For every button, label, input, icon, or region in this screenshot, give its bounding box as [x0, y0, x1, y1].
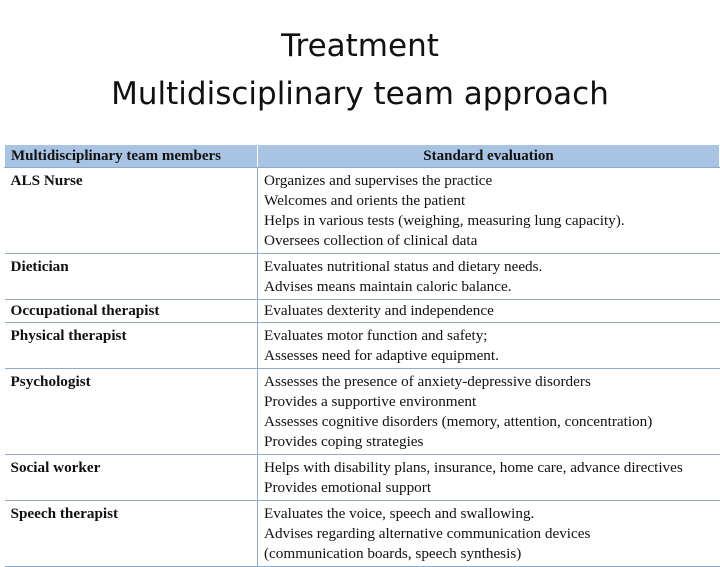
evaluation-line: Provides emotional support	[264, 479, 432, 496]
evaluation-line: Helps in various tests (weighing, measuring lung capacity).	[264, 212, 625, 229]
row-evaluation	[258, 168, 720, 254]
table-row	[5, 501, 720, 567]
table-row	[5, 254, 720, 300]
team-table	[4, 144, 720, 567]
row-member: Speech therapist	[5, 501, 258, 567]
evaluation-line: Assesses cognitive disorders (memory, attention, concentration)	[264, 413, 653, 430]
row-member: Physical therapist	[5, 323, 258, 369]
table-row	[5, 455, 720, 501]
evaluation-line: Evaluates motor function and safety;	[264, 327, 488, 344]
row-member: Dietician	[5, 254, 258, 300]
row-evaluation	[258, 369, 720, 455]
table-row	[5, 369, 720, 455]
row-member: Psychologist	[5, 369, 258, 455]
row-evaluation	[258, 323, 720, 369]
row-evaluation	[258, 455, 720, 501]
evaluation-line: Oversees collection of clinical data	[264, 232, 478, 249]
evaluation-line: Helps with disability plans, insurance, home care, advance directives	[264, 459, 683, 476]
evaluation-line: Provides coping strategies	[264, 433, 424, 450]
row-member: Occupational therapist	[5, 300, 258, 323]
team-table-container	[4, 144, 719, 567]
evaluation-line: Evaluates dexterity and independence	[264, 302, 494, 319]
evaluation-line: (communication boards, speech synthesis)	[264, 545, 522, 562]
row-member: ALS Nurse	[5, 168, 258, 254]
evaluation-line: Welcomes and orients the patient	[264, 192, 466, 209]
table-row	[5, 300, 720, 323]
table-row	[5, 323, 720, 369]
slide-title-line-1: Treatment	[281, 28, 439, 64]
slide-title-line-2: Multidisciplinary team approach	[111, 76, 609, 112]
evaluation-line: Advises means maintain caloric balance.	[264, 278, 512, 295]
evaluation-line: Organizes and supervises the practice	[264, 172, 493, 189]
evaluation-line: Evaluates nutritional status and dietary needs.	[264, 258, 543, 275]
header-team-members: Multidisciplinary team members	[5, 145, 258, 168]
evaluation-line: Assesses the presence of anxiety-depressive disorders	[264, 373, 591, 390]
row-evaluation	[258, 254, 720, 300]
evaluation-line: Advises regarding alternative communication devices	[264, 525, 591, 542]
evaluation-line: Provides a supportive environment	[264, 393, 477, 410]
row-evaluation	[258, 300, 720, 323]
slide-title	[0, 22, 720, 118]
row-member: Social worker	[5, 455, 258, 501]
evaluation-line: Assesses need for adaptive equipment.	[264, 347, 499, 364]
table-row	[5, 168, 720, 254]
row-evaluation	[258, 501, 720, 567]
header-standard-evaluation: Standard evaluation	[258, 145, 720, 168]
table-body	[5, 168, 720, 567]
table-header-row	[5, 145, 720, 168]
evaluation-line: Evaluates the voice, speech and swallowing.	[264, 505, 535, 522]
